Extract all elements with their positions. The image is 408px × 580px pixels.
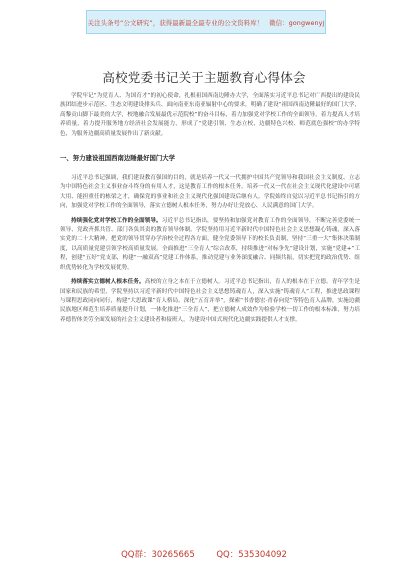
paragraph-lead: 持续强化党对学校工作的全面领导。 xyxy=(71,217,162,224)
paragraph-text: 习近平总书记指出，要坚持和加强党对教育工作的全面领导，不断完善党委统一领导、党政齐抓共管、部门各负其责的教育领导体制。学院坚持用习近平新时代中国特色社会主义思想凝心铸魂，深入落实党的二十大精神，把党的领导贯穿办学治校全过程各方面，健全党委领导下的校长负责制，坚持“三重一大”集体决策制度，以高质量党建引领学校高质量发展。全面推进“三全育人”综合改革，持续推进“对标争先”建设计划，实施“党建+”工程，创建“五好”党支部，构建“一融双高”党建工作体系，推动党建与业务深度融合、同频共振，切实把党的政治优势、组织优势转化为学校发展优势。 xyxy=(60,217,360,271)
promo-banner[interactable] xyxy=(86,10,326,34)
paragraph-text: 高校的立身之本在于立德树人。习近平总书记指出，育人的根本在于立德。青年学生是国家和民族的希望，学院坚持以习近平新时代中国特色社会主义思想铸魂育人，深入实施“铸魂育人”工程，推进思政课程与课程思政同向同行，构建“大思政课”育人格局。深化“五育并举”，探索“书香德宏·青春向党”等特色育人品牌，实施边疆民族地区师范生培养质量提升计划，一体化推进“三全育人”，把立德树人成效作为检验学校一切工作的根本标准，努力培养德智体美劳全面发展的社会主义建设者和接班人，为建设中国式现代化边疆实践提供人才支撑。 xyxy=(60,279,360,323)
promo-banner-wechat: 微信：gongwenyj xyxy=(269,18,325,27)
qq-contact-label: QQ：535304092 xyxy=(216,550,287,560)
section-paragraph-1: 习近平总书记强调，我们建设教育强国的目的，就是培养一代又一代拥护中国共产党领导和我国社会主义制度、立志为中国特色社会主义事业奋斗终身的有用人才，这是教育工作的根本任务。培养一代又一代在社会主义现代化建设中可堪大用、能担重任的栋梁之才，确保党的事业和社会主义现代化强国建设后继有人。学院始终自觉以习近平总书记指引的方向，加强党对学校工作的全面领导，落实立德树人根本任务，努力办好让党放心、人民满意的国门大学。 xyxy=(60,175,360,210)
intro-paragraph: 学院牢记“为党育人、为国育才”的初心使命，扎根祖国西南边陲办大学，全面落实习近平总书记对广西提出的建设民族团结进步示范区、生态文明建设排头兵、面向南亚东南亚辐射中心的要求，明确了建设“祖国西南边陲最好的国门大学，高黎贡山脚下最美的大学，校地融合发展最优示范院校”的奋斗目标，着力加强党对学校工作的全面领导，着力提高人才培养质量，着力提升服务地方经济社会发展能力，形成了“党建引领、生态立校、边疆特色兴校、师范底色强校”的办学特色，为服务边疆高质量发展作出了新贡献。 xyxy=(60,93,360,137)
section-paragraph-3 xyxy=(60,278,360,325)
paragraph-lead: 持续落实立德树人根本任务。 xyxy=(71,279,145,286)
contact-footer xyxy=(0,548,408,560)
promo-banner-text: 关注头条号“公文研究”，获得最新最全最专业的公文资料库！ xyxy=(87,18,264,27)
section-heading: 一、努力建设祖国西南边陲最好国门大学 xyxy=(60,154,176,163)
document-title: 高校党委书记关于主题教育心得体会 xyxy=(102,70,306,85)
qq-group-label: QQ群：30265665 xyxy=(121,550,195,560)
section-paragraph-2 xyxy=(60,217,360,273)
document-body xyxy=(60,92,360,330)
